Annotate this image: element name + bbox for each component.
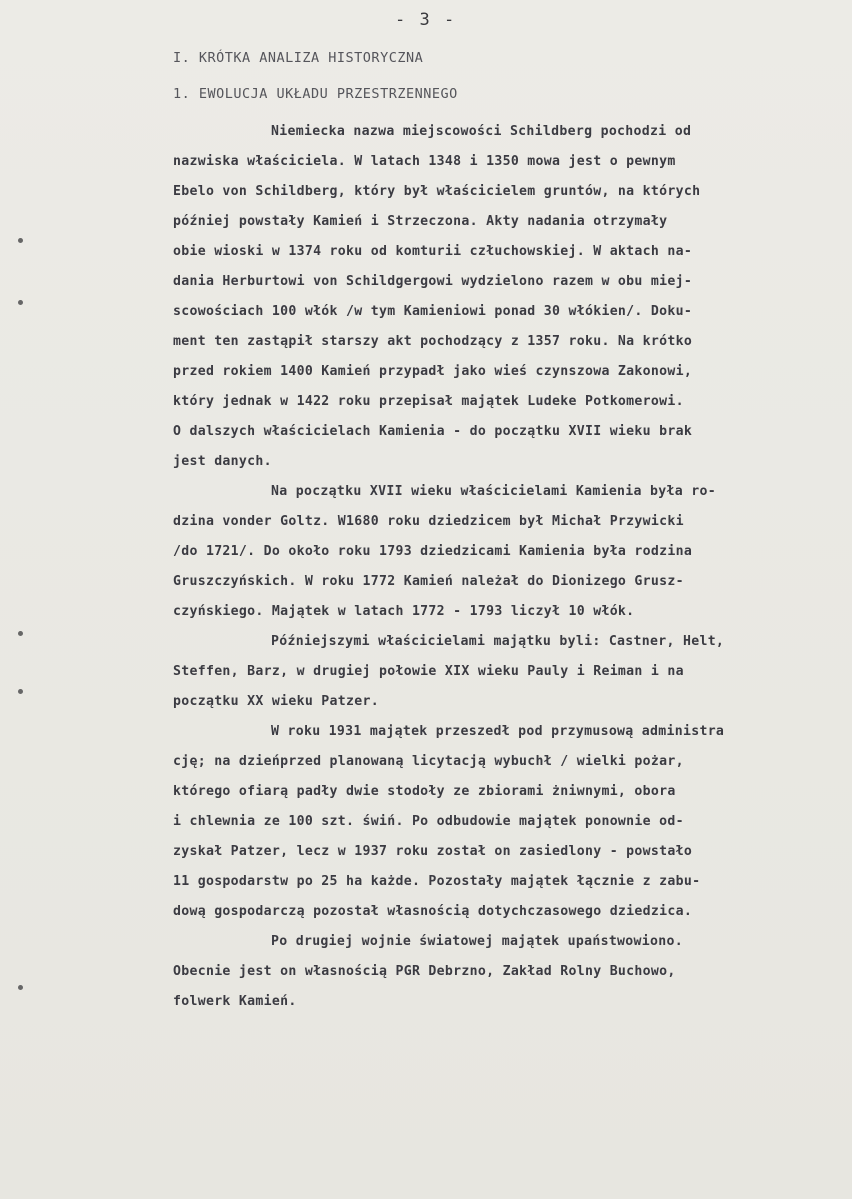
- text-line: nazwiska właściciela. W latach 1348 i 1350 mowa jest o pewnym: [173, 154, 676, 169]
- section-heading: I. KRÓTKA ANALIZA HISTORYCZNA: [173, 50, 424, 66]
- text-line: Niemiecka nazwa miejscowości Schildberg pochodzi od: [271, 124, 692, 139]
- text-line: jest danych.: [173, 454, 272, 469]
- text-line: czyńskiego. Majątek w latach 1772 - 1793 liczył 10 włók.: [173, 604, 635, 619]
- paragraph: [173, 927, 852, 957]
- text-line: dania Herburtowi von Schildgergowi wydzielono razem w obu miej-: [173, 274, 693, 289]
- text-line: początku XX wieku Patzer.: [173, 694, 379, 709]
- text-line: który jednak w 1422 roku przepisał majątek Ludeke Potkomerowi.: [173, 394, 684, 409]
- text-line: Po drugiej wojnie światowej majątek upaństwowiono.: [271, 934, 683, 949]
- text-line: cję; na dzieńprzed planowaną licytacją wybuchł / wielki pożar,: [173, 754, 684, 769]
- paragraph: [173, 417, 852, 477]
- text-line: obie wioski w 1374 roku od komturii człuchowskiej. W aktach na-: [173, 244, 693, 259]
- text-line: zyskał Patzer, lecz w 1937 roku został on zasiedlony - powstało: [173, 844, 693, 859]
- text-line: później powstały Kamień i Strzeczona. Akty nadania otrzymały: [173, 214, 668, 229]
- text-line: ment ten zastąpił starszy akt pochodzący z 1357 roku. Na krótko: [173, 334, 693, 349]
- paragraph: [173, 717, 852, 927]
- text-line: dzina vonder Goltz. W1680 roku dziedzicem był Michał Przywicki: [173, 514, 684, 529]
- text-line: 11 gospodarstw po 25 ha każde. Pozostały majątek łącznie z zabu-: [173, 874, 701, 889]
- document-body: [173, 117, 852, 1017]
- margin-mark: [18, 238, 23, 243]
- text-line: W roku 1931 majątek przeszedł pod przymusową administra: [271, 724, 725, 739]
- text-line: którego ofiarą padły dwie stodoły ze zbiorami żniwnymi, obora: [173, 784, 676, 799]
- text-line: folwerk Kamień.: [173, 994, 297, 1009]
- text-line: i chlewnia ze 100 szt. świń. Po odbudowie majątek ponownie od-: [173, 814, 684, 829]
- text-line: Na początku XVII wieku właścicielami Kamienia była ro-: [271, 484, 716, 499]
- text-line: /do 1721/. Do około roku 1793 dziedzicami Kamienia była rodzina: [173, 544, 693, 559]
- paragraph: [173, 627, 852, 717]
- text-line: O dalszych właścicielach Kamienia - do początku XVII wieku brak: [173, 424, 693, 439]
- paragraph: [173, 957, 852, 1017]
- margin-mark: [18, 985, 23, 990]
- margin-mark: [18, 689, 23, 694]
- text-line: Steffen, Barz, w drugiej połowie XIX wieku Pauly i Reiman i na: [173, 664, 684, 679]
- text-line: Obecnie jest on własnością PGR Debrzno, Zakład Rolny Buchowo,: [173, 964, 676, 979]
- margin-mark: [18, 631, 23, 636]
- text-line: dową gospodarczą pozostał własnością dotychczasowego dziedzica.: [173, 904, 693, 919]
- text-line: Późniejszymi właścicielami majątku byli: Castner, Helt,: [271, 634, 725, 649]
- margin-mark: [18, 300, 23, 305]
- subsection-heading: 1. EWOLUCJA UKŁADU PRZESTRZENNEGO: [173, 86, 458, 102]
- text-line: scowościach 100 włók /w tym Kamieniowi ponad 30 włókien/. Doku-: [173, 304, 693, 319]
- text-line: przed rokiem 1400 Kamień przypadł jako wieś czynszowa Zakonowi,: [173, 364, 693, 379]
- page-number: - 3 -: [395, 10, 457, 30]
- text-line: Ebelo von Schildberg, który był właścicielem gruntów, na których: [173, 184, 701, 199]
- text-line: Gruszczyńskich. W roku 1772 Kamień należał do Dionizego Grusz-: [173, 574, 684, 589]
- paragraph: [173, 477, 852, 627]
- paragraph: [173, 117, 852, 417]
